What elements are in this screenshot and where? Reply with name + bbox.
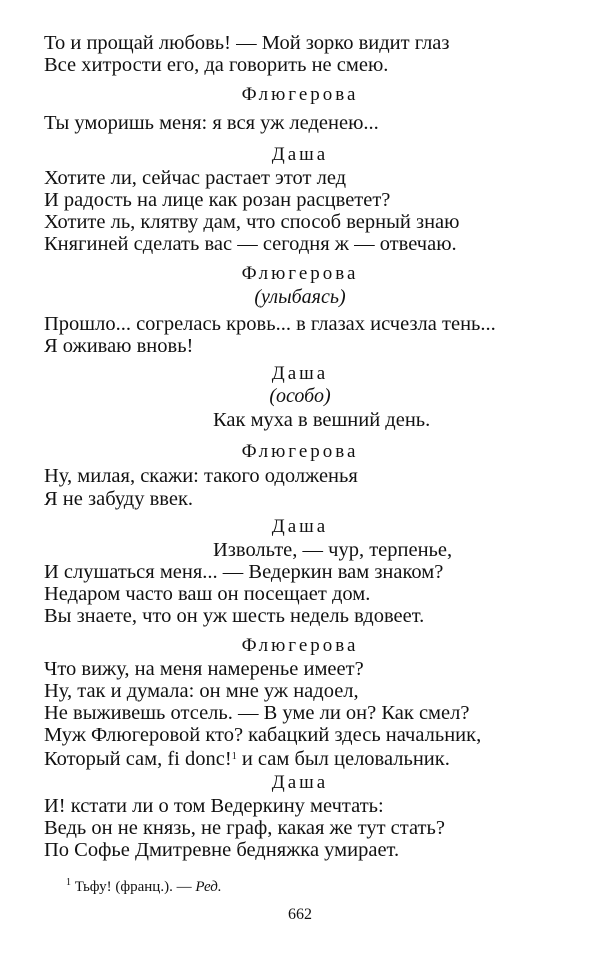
verse-line: И радость на лице как розан расцветет? (44, 189, 391, 211)
verse-line: Что вижу, на меня намеренье имеет? (44, 658, 364, 680)
stage-direction: (особо) (269, 385, 331, 407)
verse-line: Хотите ль, клятву дам, что способ верный знаю (44, 211, 460, 233)
verse-line: Вы знаете, что он уж шесть недель вдовеет. (44, 605, 425, 627)
verse-line (44, 745, 450, 771)
speaker-name: Даша (271, 516, 329, 537)
speaker-name: Даша (271, 772, 329, 793)
verse-line: По Софье Дмитревне бедняжка умирает. (44, 839, 400, 861)
verse-line: Недаром часто ваш он посещает дом. (44, 583, 371, 605)
speaker-name: Флюгерова (241, 263, 359, 284)
footnote (66, 873, 222, 897)
verse-line: Все хитрости его, да говорить не смею. (44, 54, 389, 76)
speaker-name: Флюгерова (241, 84, 359, 105)
stage-direction: (улыбаясь) (254, 286, 346, 308)
verse-line: Прошло... согрелась кровь... в глазах исчезла тень... (44, 313, 496, 335)
footnote-mark: 1 (231, 751, 237, 762)
verse-line: Княгиней сделать вас — сегодня ж — отвечаю. (44, 233, 457, 255)
footnote-mark: 1 (66, 877, 71, 888)
verse-line: Я не забуду ввек. (44, 488, 194, 510)
footnote-text: Тьфу! (франц.). — (74, 879, 196, 895)
verse-line: Как муха в вешний день. (213, 409, 431, 431)
verse-text: Который сам, fi donc! (44, 748, 232, 770)
verse-line: Муж Флюгеровой кто? кабацкий здесь начальник, (44, 724, 482, 746)
speaker-name: Даша (271, 363, 329, 384)
speaker-name: Флюгерова (241, 635, 359, 656)
footnote-editor-note: Ред. (195, 879, 222, 895)
verse-line: Хотите ли, сейчас растает этот лед (44, 167, 347, 189)
verse-line: То и прощай любовь! — Мой зорко видит глаз (44, 32, 450, 54)
verse-line: Я оживаю вновь! (44, 335, 194, 357)
verse-line: Не выживешь отсель. — В уме ли он? Как смел? (44, 702, 470, 724)
speaker-name: Даша (271, 144, 329, 165)
verse-line: Ведь он не князь, не граф, какая же тут стать? (44, 817, 445, 839)
verse-line: Извольте, — чур, терпенье, (213, 539, 453, 561)
verse-line: И! кстати ли о том Ведеркину мечтать: (44, 795, 384, 817)
verse-line: Ну, так и думала: он мне уж надоел, (44, 680, 359, 702)
verse-line: Ты уморишь меня: я вся уж леденею... (44, 112, 379, 134)
verse-line: И слушаться меня... — Ведеркин вам знаком? (44, 561, 444, 583)
speaker-name: Флюгерова (241, 441, 359, 462)
verse-text: и сам был целовальник. (236, 748, 450, 770)
page-number: 662 (288, 906, 312, 923)
verse-line: Ну, милая, скажи: такого одолженья (44, 465, 358, 487)
